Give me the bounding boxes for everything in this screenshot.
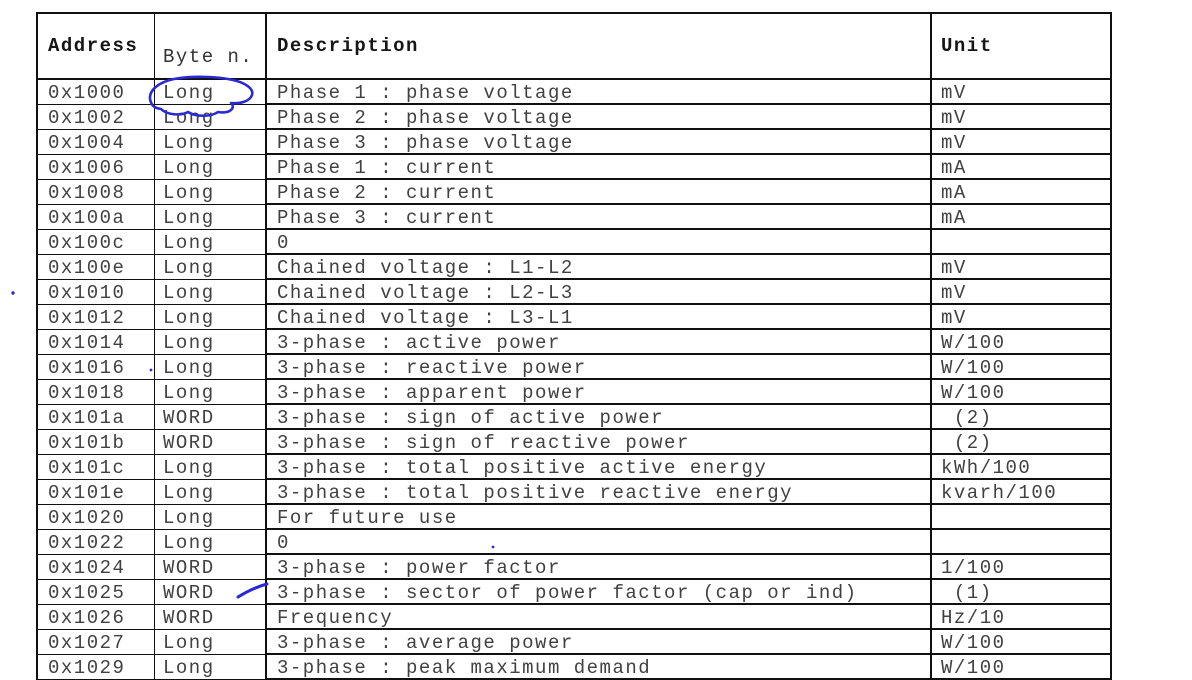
cell-unit: mA: [932, 205, 1110, 230]
cell-description: 3-phase : total positive reactive energy: [267, 480, 932, 505]
cell-register-address: 0x1008: [38, 180, 155, 205]
header-address: Address: [38, 14, 155, 80]
cell-description: Phase 3 : phase voltage: [267, 130, 932, 155]
cell-description: 3-phase : sector of power factor (cap or ind): [267, 580, 932, 605]
cell-byte-type: Long: [155, 255, 267, 280]
cell-description: Chained voltage : L2-L3: [267, 280, 932, 305]
cell-register-address: 0x1027: [38, 630, 155, 655]
cell-byte-type: Long: [155, 80, 267, 105]
cell-description: 3-phase : active power: [267, 330, 932, 355]
cell-byte-type: Long: [155, 530, 267, 555]
cell-unit: mA: [932, 155, 1110, 180]
cell-unit: [932, 530, 1110, 555]
cell-description: 3-phase : peak maximum demand: [267, 655, 932, 680]
cell-unit: Hz/10: [932, 605, 1110, 630]
cell-register-address: 0x1022: [38, 530, 155, 555]
cell-byte-type: Long: [155, 655, 267, 680]
cell-description: 3-phase : apparent power: [267, 380, 932, 405]
cell-unit: kvarh/100: [932, 480, 1110, 505]
cell-byte-type: WORD: [155, 605, 267, 630]
cell-register-address: 0x1024: [38, 555, 155, 580]
cell-unit: mV: [932, 305, 1110, 330]
cell-byte-type: WORD: [155, 430, 267, 455]
cell-unit: W/100: [932, 380, 1110, 405]
cell-description: 3-phase : average power: [267, 630, 932, 655]
cell-byte-type: Long: [155, 155, 267, 180]
cell-unit: W/100: [932, 355, 1110, 380]
cell-register-address: 0x1029: [38, 655, 155, 680]
cell-register-address: 0x101c: [38, 455, 155, 480]
cell-byte-type: Long: [155, 205, 267, 230]
cell-unit: W/100: [932, 330, 1110, 355]
cell-byte-type: Long: [155, 180, 267, 205]
cell-description: Phase 2 : phase voltage: [267, 105, 932, 130]
cell-unit: [932, 230, 1110, 255]
cell-description: Phase 1 : current: [267, 155, 932, 180]
cell-register-address: 0x101e: [38, 480, 155, 505]
cell-byte-type: Long: [155, 505, 267, 530]
cell-byte-type: Long: [155, 380, 267, 405]
cell-register-address: 0x1000: [38, 80, 155, 105]
cell-register-address: 0x100a: [38, 205, 155, 230]
cell-unit: mV: [932, 80, 1110, 105]
header-unit: Unit: [932, 14, 1110, 80]
cell-description: 3-phase : reactive power: [267, 355, 932, 380]
cell-unit: mV: [932, 255, 1110, 280]
cell-description: 3-phase : sign of reactive power: [267, 430, 932, 455]
cell-byte-type: Long: [155, 355, 267, 380]
cell-byte-type: Long: [155, 630, 267, 655]
cell-register-address: 0x1002: [38, 105, 155, 130]
cell-register-address: 0x1018: [38, 380, 155, 405]
cell-register-address: 0x1025: [38, 580, 155, 605]
cell-description: 0: [267, 530, 932, 555]
cell-byte-type: Long: [155, 105, 267, 130]
cell-unit: (2): [932, 430, 1110, 455]
cell-unit: [932, 505, 1110, 530]
cell-register-address: 0x1010: [38, 280, 155, 305]
cell-register-address: 0x1012: [38, 305, 155, 330]
cell-unit: mV: [932, 105, 1110, 130]
cell-unit: (1): [932, 580, 1110, 605]
cell-byte-type: Long: [155, 305, 267, 330]
cell-register-address: 0x1004: [38, 130, 155, 155]
cell-byte-type: Long: [155, 480, 267, 505]
header-byte-n: Byte n.: [155, 14, 267, 80]
cell-byte-type: Long: [155, 330, 267, 355]
cell-unit: kWh/100: [932, 455, 1110, 480]
cell-description: Chained voltage : L3-L1: [267, 305, 932, 330]
register-table: [36, 12, 1112, 680]
cell-description: 3-phase : total positive active energy: [267, 455, 932, 480]
cell-description: Phase 2 : current: [267, 180, 932, 205]
cell-unit: mV: [932, 130, 1110, 155]
cell-register-address: 0x101b: [38, 430, 155, 455]
cell-byte-type: Long: [155, 230, 267, 255]
cell-byte-type: Long: [155, 280, 267, 305]
cell-register-address: 0x1016: [38, 355, 155, 380]
cell-register-address: 0x1026: [38, 605, 155, 630]
cell-byte-type: WORD: [155, 580, 267, 605]
cell-unit: W/100: [932, 655, 1110, 680]
cell-register-address: 0x1014: [38, 330, 155, 355]
header-description: Description: [267, 14, 932, 80]
cell-description: Chained voltage : L1-L2: [267, 255, 932, 280]
ink-dot-margin: [11, 291, 14, 294]
cell-unit: (2): [932, 405, 1110, 430]
cell-byte-type: Long: [155, 130, 267, 155]
cell-register-address: 0x1020: [38, 505, 155, 530]
cell-description: Phase 1 : phase voltage: [267, 80, 932, 105]
cell-description: 3-phase : power factor: [267, 555, 932, 580]
cell-description: For future use: [267, 505, 932, 530]
cell-unit: mA: [932, 180, 1110, 205]
cell-unit: W/100: [932, 630, 1110, 655]
cell-register-address: 0x1006: [38, 155, 155, 180]
cell-description: 0: [267, 230, 932, 255]
cell-register-address: 0x100e: [38, 255, 155, 280]
cell-register-address: 0x100c: [38, 230, 155, 255]
cell-description: Frequency: [267, 605, 932, 630]
cell-byte-type: Long: [155, 455, 267, 480]
cell-description: 3-phase : sign of active power: [267, 405, 932, 430]
cell-byte-type: WORD: [155, 405, 267, 430]
cell-byte-type: WORD: [155, 555, 267, 580]
cell-unit: 1/100: [932, 555, 1110, 580]
cell-register-address: 0x101a: [38, 405, 155, 430]
cell-unit: mV: [932, 280, 1110, 305]
cell-description: Phase 3 : current: [267, 205, 932, 230]
